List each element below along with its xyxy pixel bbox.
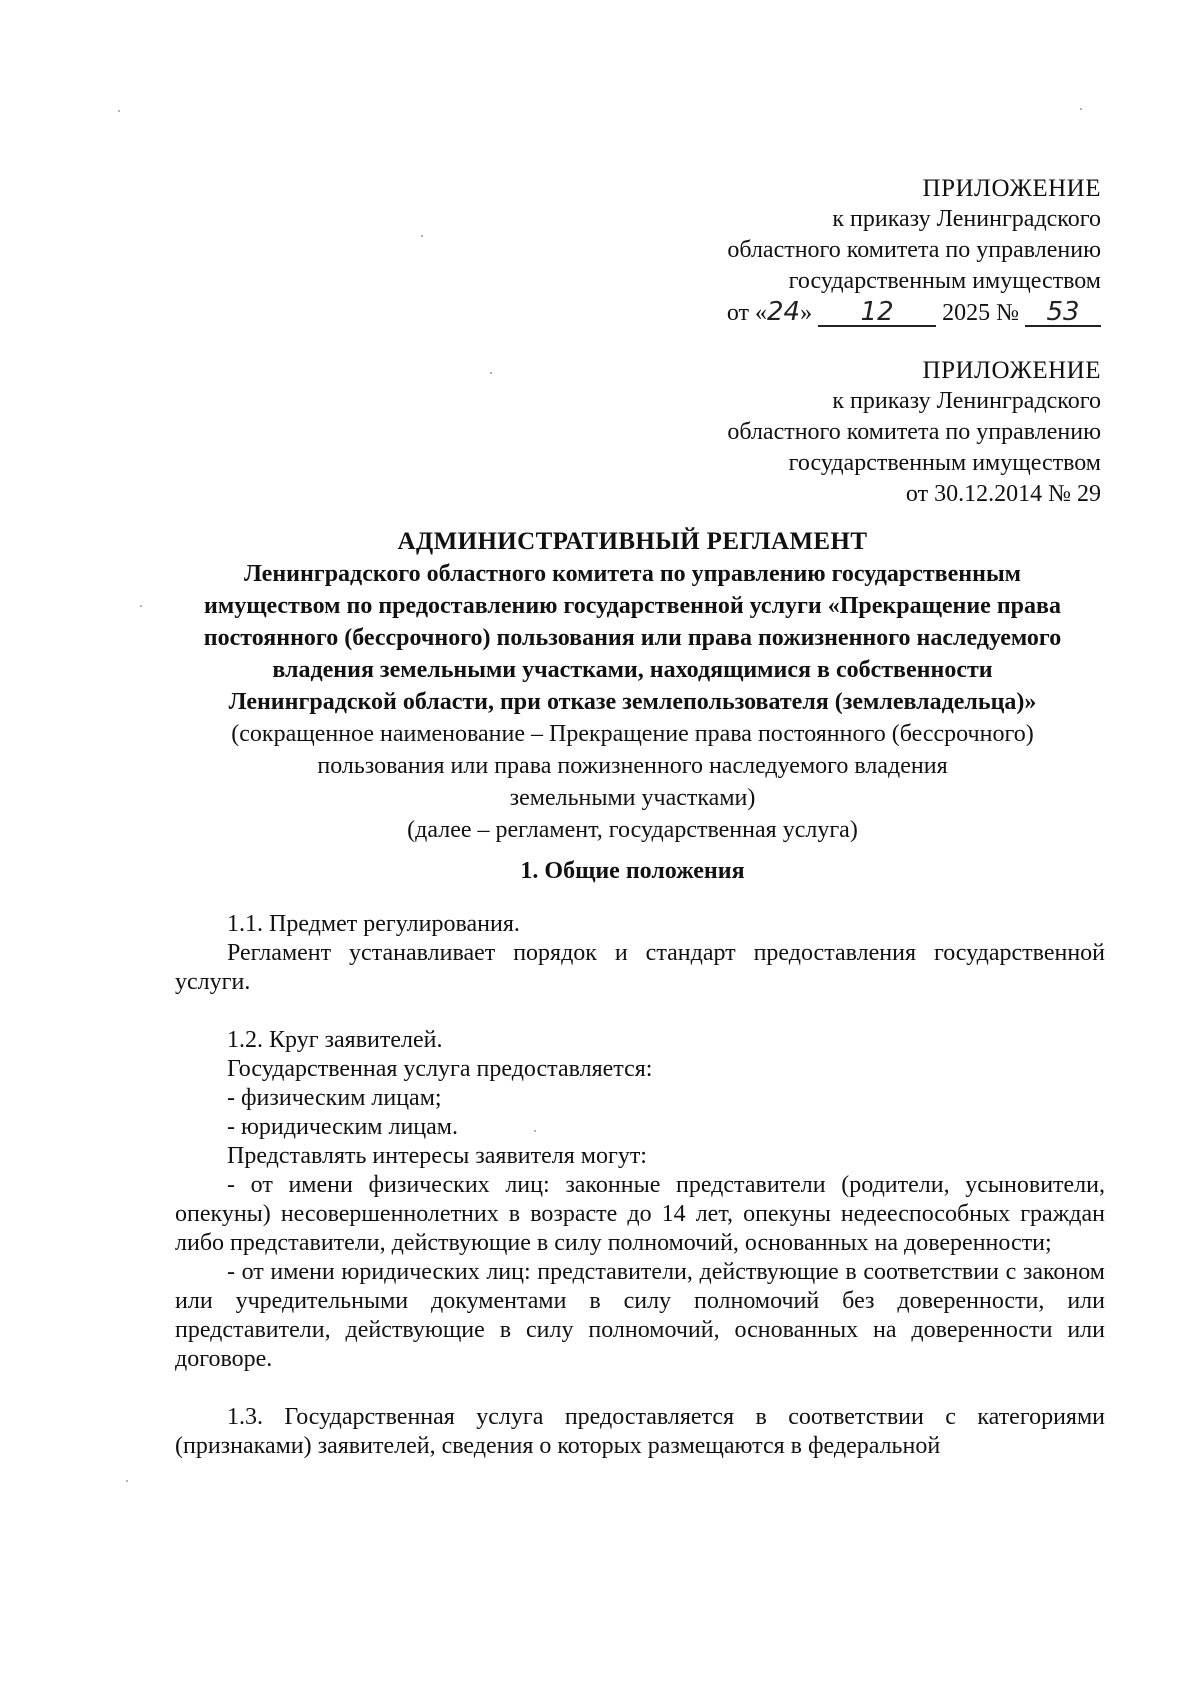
appendix-line: к приказу Ленинградского (832, 206, 1101, 232)
scan-speck (421, 235, 423, 237)
short-name-line: земельными участками) (509, 785, 756, 811)
paragraph: 1.3. Государственная услуга предоставляется в соответствии с категориями (признаками) заявителей, сведения о которых размещаются в федеральной (175, 1404, 1105, 1459)
short-name-line: пользования или права пожизненного наследуемого владения (317, 753, 948, 779)
title-line: Ленинградской области, при отказе землепользователя (землевладельца)» (228, 689, 1037, 715)
appendix-line: областного комитета по управлению (727, 237, 1101, 263)
appendix-line: областного комитета по управлению (727, 419, 1101, 445)
paragraph: 1.2. Круг заявителей. (227, 1027, 443, 1053)
scan-speck (118, 110, 120, 112)
paragraph: 1.1. Предмет регулирования. (227, 911, 520, 937)
title-line: Ленинградского областного комитета по управлению государственным (243, 561, 1022, 587)
appendix-new-order (727, 173, 1101, 329)
scan-speck (490, 372, 492, 374)
title-main: АДМИНИСТРАТИВНЫЙ РЕГЛАМЕНТ (397, 528, 868, 555)
number-blank (1025, 297, 1101, 327)
section-body (175, 910, 1105, 1461)
scan-speck (126, 1480, 128, 1482)
paragraph: - от имени юридических лиц: представители, действующие в соответствии с законом или учредительными документами в силу полномочий без доверенности, или представители, действующие в силу полномочий, основанных на доверенности или договоре. (175, 1259, 1105, 1372)
paragraph: Представлять интересы заявителя могут: (227, 1143, 647, 1169)
short-name-line: (далее – регламент, государственная услуга) (407, 817, 858, 843)
appendix-line: к приказу Ленинградского (832, 388, 1101, 414)
paragraph: - от имени физических лиц: законные представители (родители, усыновители, опекуны) несовершеннолетних в возрасте до 14 лет, опекуны недееспособных граждан либо представители, действующие в силу полномочий, основанных на доверенности; (175, 1172, 1105, 1256)
paragraph: Регламент устанавливает порядок и стандарт предоставления государственной услуги. (175, 940, 1105, 995)
appendix-heading: ПРИЛОЖЕНИЕ (922, 357, 1101, 384)
appendix-heading: ПРИЛОЖЕНИЕ (922, 175, 1101, 202)
paragraph: - юридическим лицам. (227, 1114, 458, 1140)
order-year: 2025 № (942, 300, 1019, 326)
month-blank (818, 297, 936, 327)
section-heading: 1. Общие положения (520, 858, 745, 884)
title-line: владения земельными участками, находящимися в собственности (272, 657, 993, 683)
appendix-original-order (727, 355, 1101, 510)
date-quote-close: » (800, 300, 813, 326)
handwritten-month: 12 (860, 297, 894, 327)
paragraph: Государственная услуга предоставляется: (227, 1056, 653, 1082)
title-line: имуществом по предоставлению государственной услуги «Прекращение права (204, 593, 1061, 619)
scan-speck (140, 605, 142, 607)
handwritten-number: 53 (1046, 297, 1080, 327)
short-name-line: (сокращенное наименование – Прекращение права постоянного (бессрочного) (231, 721, 1034, 747)
order-date-line (727, 297, 1101, 329)
appendix-line: от 30.12.2014 № 29 (905, 481, 1101, 507)
paragraph: - физическим лицам; (227, 1085, 442, 1111)
document-title (160, 526, 1105, 846)
appendix-line: государственным имуществом (788, 268, 1101, 294)
handwritten-day: 24 (767, 297, 801, 327)
scan-speck (1080, 108, 1082, 110)
appendix-line: государственным имуществом (788, 450, 1101, 476)
title-line: постоянного (бессрочного) пользования или права пожизненного наследуемого (203, 625, 1062, 651)
scan-speck (534, 1130, 536, 1132)
date-prefix: от « (726, 300, 767, 326)
